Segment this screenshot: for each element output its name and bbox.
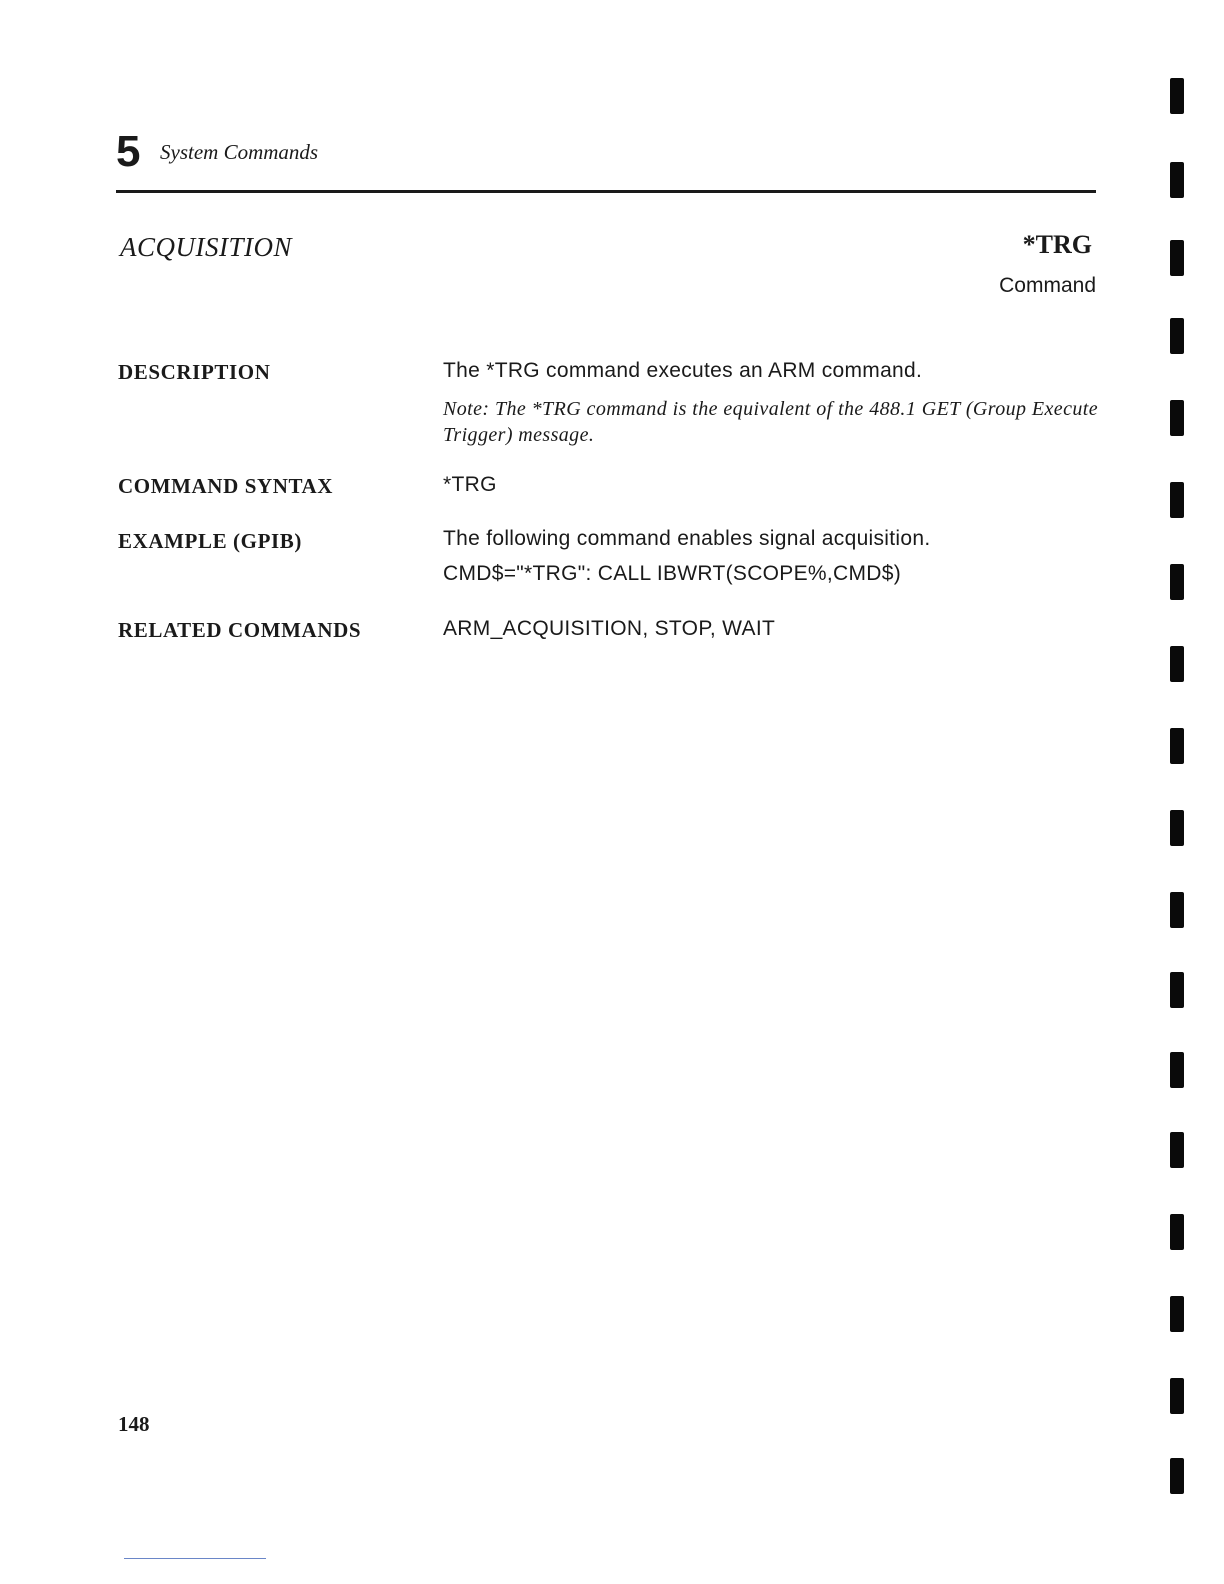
example-term: EXAMPLE (GPIB) bbox=[118, 529, 302, 553]
binding-mark bbox=[1170, 318, 1184, 354]
binding-mark bbox=[1170, 1458, 1184, 1494]
binding-mark bbox=[1170, 810, 1184, 846]
binding-mark bbox=[1170, 482, 1184, 518]
chapter-title: System Commands bbox=[160, 140, 319, 164]
binding-mark bbox=[1170, 892, 1184, 928]
description-text: The *TRG command executes an ARM command. bbox=[443, 359, 923, 382]
description-note: Note: The *TRG command is the equivalent of the 488.1 GET (Group Execute Trigger) message. bbox=[443, 398, 1098, 446]
section-label: ACQUISITION bbox=[120, 232, 292, 262]
binding-marks bbox=[1168, 78, 1190, 1528]
binding-mark bbox=[1170, 400, 1184, 436]
chapter-number: 5 bbox=[116, 127, 141, 176]
description-term: DESCRIPTION bbox=[118, 360, 271, 384]
binding-mark bbox=[1170, 1296, 1184, 1332]
binding-mark bbox=[1170, 240, 1184, 276]
footer-line bbox=[124, 1558, 266, 1559]
page-number: 148 bbox=[118, 1412, 150, 1436]
binding-mark bbox=[1170, 564, 1184, 600]
binding-mark bbox=[1170, 972, 1184, 1008]
binding-mark bbox=[1170, 1214, 1184, 1250]
command-type: Command bbox=[999, 274, 1096, 297]
binding-mark bbox=[1170, 1132, 1184, 1168]
binding-mark bbox=[1170, 1378, 1184, 1414]
binding-mark bbox=[1170, 646, 1184, 682]
binding-mark bbox=[1170, 162, 1184, 198]
header-divider bbox=[116, 190, 1096, 193]
command-name: *TRG bbox=[1022, 230, 1092, 259]
syntax-term: COMMAND SYNTAX bbox=[118, 474, 334, 498]
example-text: The following command enables signal acquisition. bbox=[443, 527, 931, 550]
binding-mark bbox=[1170, 728, 1184, 764]
binding-mark bbox=[1170, 1052, 1184, 1088]
example-code: CMD$="*TRG": CALL IBWRT(SCOPE%,CMD$) bbox=[443, 562, 902, 585]
syntax-text: *TRG bbox=[443, 473, 497, 496]
binding-mark bbox=[1170, 78, 1184, 114]
related-text: ARM_ACQUISITION, STOP, WAIT bbox=[443, 617, 776, 640]
related-term: RELATED COMMANDS bbox=[118, 618, 362, 642]
